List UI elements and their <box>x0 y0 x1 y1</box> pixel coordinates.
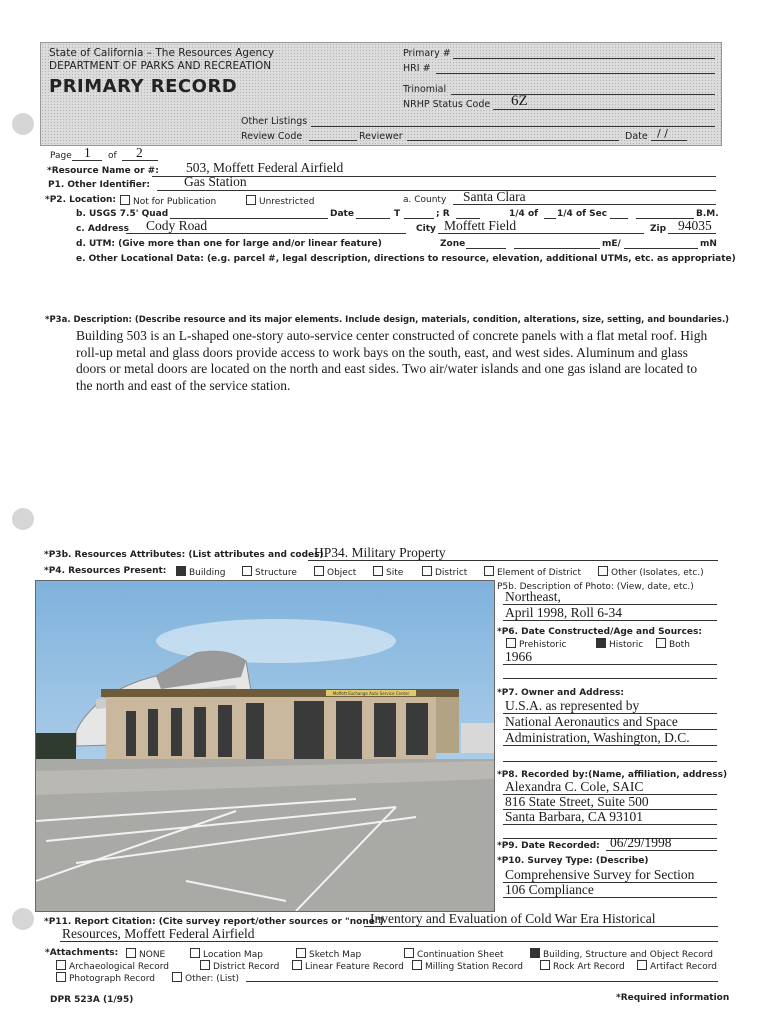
p7-line-4[interactable] <box>503 761 717 762</box>
mn-label: mN <box>700 239 717 249</box>
checkbox-box <box>242 566 252 576</box>
county-label: a. County <box>403 195 447 205</box>
p7-label: *P7. Owner and Address: <box>497 688 624 698</box>
hri-field[interactable] <box>436 73 715 74</box>
p8-value-1: Alexandra C. Cole, SAIC <box>505 779 644 794</box>
city-label: City <box>416 224 436 234</box>
not-for-publication-checkbox[interactable] <box>120 195 216 207</box>
hole-punch <box>12 113 34 135</box>
page-of-label: of <box>108 151 117 161</box>
p4-site-label: Site <box>386 568 404 578</box>
unrestricted-checkbox[interactable] <box>246 195 314 207</box>
att-other-label: Other: (List) <box>185 974 240 984</box>
unrestricted-label: Unrestricted <box>259 197 315 207</box>
p1-label: P1. Other Identifier: <box>48 180 150 190</box>
checkbox-box <box>637 960 647 970</box>
p6-prehistoric-label: Prehistoric <box>519 640 567 650</box>
att-location-map-checkbox[interactable] <box>190 948 263 960</box>
mn-field[interactable] <box>624 248 698 249</box>
p9-value: 06/29/1998 <box>610 835 672 850</box>
att-other-checkbox[interactable] <box>172 972 239 984</box>
checkbox-box <box>484 566 494 576</box>
att-district-record-label: District Record <box>213 962 280 972</box>
township-label: T <box>394 209 401 219</box>
att-artifact-record-label: Artifact Record <box>650 962 718 972</box>
bm-label: B.M. <box>696 209 719 219</box>
att-other-field[interactable] <box>246 981 718 982</box>
checkbox-box <box>373 566 383 576</box>
p6-historic-checkbox[interactable] <box>596 638 643 650</box>
p8-value-3: Santa Barbara, CA 93101 <box>505 809 643 824</box>
p3a-description: Building 503 is an L-shaped one-story auto-service center constructed of concrete panels with a flat metal roof. High roll-up metal and glass doors provide access to work bays on the south, east, and west sides. Aluminum and glass doors or metal doors are located on the north and east sides. Two air/water islands and one gas island are located to the north and east of the service station. <box>76 328 708 393</box>
p10-value-1: Comprehensive Survey for Section <box>505 867 695 882</box>
usgs-date-label: Date <box>330 209 354 219</box>
p4-element-of-district-checkbox[interactable] <box>484 566 581 578</box>
zip-label: Zip <box>650 224 667 234</box>
checkbox-box <box>530 948 540 958</box>
checkbox-box <box>404 948 414 958</box>
attachments-label: *Attachments: <box>45 948 119 958</box>
att-none-checkbox[interactable] <box>126 948 165 960</box>
p6-label: *P6. Date Constructed/Age and Sources: <box>497 627 702 637</box>
nrhp-label: NRHP Status Code <box>403 99 491 110</box>
p5b-value-2: April 1998, Roll 6-34 <box>505 605 622 620</box>
p4-other-checkbox[interactable] <box>598 566 704 578</box>
p2-label: *P2. Location: <box>45 195 117 205</box>
att-sketch-map-checkbox[interactable] <box>296 948 361 960</box>
range-label: ; R <box>436 209 450 219</box>
checkbox-box <box>540 960 550 970</box>
checkbox-box <box>598 566 608 576</box>
p4-structure-label: Structure <box>255 568 297 578</box>
checkbox-box <box>200 960 210 970</box>
p4-building-checkbox[interactable] <box>176 566 226 578</box>
checkbox-box <box>656 638 666 648</box>
hri-label: HRI # <box>403 63 431 74</box>
page-current: 1 <box>84 145 91 160</box>
quarter-1-label: 1/4 of <box>509 209 539 219</box>
other-locational-label: e. Other Locational Data: (e.g. parcel #, legal description, directions to resource, elevation, additional UTMs, etc. as appropriate) <box>76 254 736 264</box>
checkbox-box <box>120 195 130 205</box>
att-sketch-map-label: Sketch Map <box>309 950 362 960</box>
att-archaeological-checkbox[interactable] <box>56 960 169 972</box>
trinomial-label: Trinomial <box>403 84 447 95</box>
att-none-label: NONE <box>139 950 166 960</box>
resource-name-value: 503, Moffett Federal Airfield <box>186 160 344 175</box>
att-archaeological-label: Archaeological Record <box>69 962 170 972</box>
checkbox-box <box>596 638 606 648</box>
date-label: Date <box>625 131 648 142</box>
p4-district-checkbox[interactable] <box>422 566 467 578</box>
agency-line-2: DEPARTMENT OF PARKS AND RECREATION <box>49 60 272 72</box>
p10-label: *P10. Survey Type: (Describe) <box>497 856 649 866</box>
p6-both-checkbox[interactable] <box>656 638 690 650</box>
checkbox-box <box>126 948 136 958</box>
township-field[interactable] <box>404 218 434 219</box>
p8-label: *P8. Recorded by:(Name, affiliation, address) <box>497 770 728 780</box>
form-id: DPR 523A (1/95) <box>50 995 134 1005</box>
att-linear-feature-checkbox[interactable] <box>292 960 404 972</box>
checkbox-box <box>292 960 302 970</box>
att-continuation-sheet-label: Continuation Sheet <box>417 950 504 960</box>
page-total: 2 <box>136 145 143 160</box>
checkbox-box <box>314 566 324 576</box>
p1-field[interactable] <box>157 190 716 191</box>
address-value: Cody Road <box>146 218 208 233</box>
att-linear-feature-label: Linear Feature Record <box>305 962 404 972</box>
required-info-note: *Required information <box>616 993 730 1003</box>
att-rock-art-checkbox[interactable] <box>540 960 625 972</box>
p3b-label: *P3b. Resources Attributes: (List attributes and codes) <box>44 550 324 560</box>
p9-label: *P9. Date Recorded: <box>497 841 600 851</box>
zone-field[interactable] <box>466 248 506 249</box>
zip-value: 94035 <box>678 218 712 233</box>
p11-value-2: Resources, Moffett Federal Airfield <box>62 926 255 941</box>
city-value: Moffett Field <box>444 218 517 233</box>
p8-value-2: 816 State Street, Suite 500 <box>505 794 649 809</box>
checkbox-box <box>56 972 66 982</box>
att-milling-station-checkbox[interactable] <box>412 960 523 972</box>
p4-element-of-district-label: Element of District <box>497 568 581 578</box>
other-listings-label: Other Listings <box>241 116 308 127</box>
p1-value: Gas Station <box>184 174 247 189</box>
checkbox-box <box>176 566 186 576</box>
checkbox-box <box>190 948 200 958</box>
p4-building-label: Building <box>189 568 226 578</box>
checkbox-box <box>296 948 306 958</box>
p3b-value: HP34. Military Property <box>314 545 446 560</box>
att-continuation-sheet-checkbox[interactable] <box>404 948 504 960</box>
p10-value-2: 106 Compliance <box>505 882 594 897</box>
p7-value-1: U.S.A. as represented by <box>505 698 640 713</box>
review-code-label: Review Code <box>241 131 303 142</box>
me-label: mE/ <box>602 239 621 249</box>
att-artifact-record-checkbox[interactable] <box>637 960 717 972</box>
att-milling-station-label: Milling Station Record <box>425 962 523 972</box>
p5b-value-1: Northeast, <box>505 589 561 604</box>
not-for-publication-label: Not for Publication <box>133 197 217 207</box>
p6-value: 1966 <box>505 649 532 664</box>
trinomial-field[interactable] <box>451 94 715 95</box>
att-rock-art-label: Rock Art Record <box>553 962 625 972</box>
p6-both-label: Both <box>669 640 690 650</box>
zone-label: Zone <box>440 239 466 249</box>
date-field[interactable] <box>651 140 687 141</box>
photo-illustration <box>36 581 494 911</box>
p4-label: *P4. Resources Present: <box>44 566 167 576</box>
att-photograph-record-label: Photograph Record <box>69 974 155 984</box>
att-bso-record-label: Building, Structure and Object Record <box>543 950 714 960</box>
usgs-date-field[interactable] <box>356 218 390 219</box>
quarter-field[interactable] <box>544 218 556 219</box>
usgs-quad-label: b. USGS 7.5' Quad <box>76 209 169 219</box>
review-code-field[interactable] <box>309 140 357 141</box>
address-label: c. Address <box>76 224 129 234</box>
p6-line[interactable] <box>503 664 717 665</box>
p11-value-1: Inventory and Evaluation of Cold War Era Historical <box>370 911 656 926</box>
checkbox-box <box>506 638 516 648</box>
hole-punch <box>12 908 34 930</box>
section-field[interactable] <box>610 218 628 219</box>
att-location-map-label: Location Map <box>203 950 263 960</box>
p4-other-label: Other (Isolates, etc.) <box>611 568 704 578</box>
nrhp-value: 6Z <box>511 93 528 109</box>
p4-object-label: Object <box>327 568 357 578</box>
quarter-2-label: 1/4 of Sec <box>557 209 608 219</box>
checkbox-box <box>56 960 66 970</box>
me-field[interactable] <box>514 248 600 249</box>
p11-label: *P11. Report Citation: (Cite survey report/other sources or "none") <box>44 917 384 927</box>
p6-line-2[interactable] <box>503 678 717 679</box>
county-value: Santa Clara <box>463 189 526 204</box>
att-bso-record-checkbox[interactable] <box>530 948 713 960</box>
checkbox-box <box>172 972 182 982</box>
form-header <box>40 42 722 146</box>
primary-label: Primary # <box>403 48 451 59</box>
checkbox-box <box>412 960 422 970</box>
p7-value-3: Administration, Washington, D.C. <box>505 730 690 745</box>
p4-district-label: District <box>435 568 468 578</box>
hole-punch <box>12 508 34 530</box>
p6-historic-label: Historic <box>609 640 644 650</box>
page-label: Page <box>50 151 72 161</box>
agency-line-1: State of California – The Resources Agency <box>49 47 275 59</box>
p5b-label: P5b. Description of Photo: (View, date, etc.) <box>497 582 694 592</box>
resource-name-label: *Resource Name or #: <box>47 166 159 176</box>
p3a-label: *P3a. Description: (Describe resource and its major elements. Include design, materials, condition, alterations, size, setting, and boundaries.) <box>45 315 730 325</box>
page-title: PRIMARY RECORD <box>49 76 238 97</box>
primary-field[interactable] <box>453 58 715 59</box>
resource-photo <box>35 580 495 912</box>
checkbox-box <box>246 195 256 205</box>
reviewer-field[interactable] <box>407 140 619 141</box>
p4-site-checkbox[interactable] <box>373 566 403 578</box>
other-listings-field[interactable] <box>311 126 715 127</box>
station-sign: Moffett Exchange Auto Service Center <box>332 691 410 696</box>
p4-structure-checkbox[interactable] <box>242 566 297 578</box>
p7-value-2: National Aeronautics and Space <box>505 714 678 729</box>
reviewer-label: Reviewer <box>359 131 403 142</box>
checkbox-box <box>422 566 432 576</box>
date-value: / / <box>657 127 668 140</box>
att-district-record-checkbox[interactable] <box>200 960 279 972</box>
att-photograph-record-checkbox[interactable] <box>56 972 155 984</box>
p4-object-checkbox[interactable] <box>314 566 356 578</box>
utm-label: d. UTM: (Give more than one for large and/or linear feature) <box>76 239 382 249</box>
